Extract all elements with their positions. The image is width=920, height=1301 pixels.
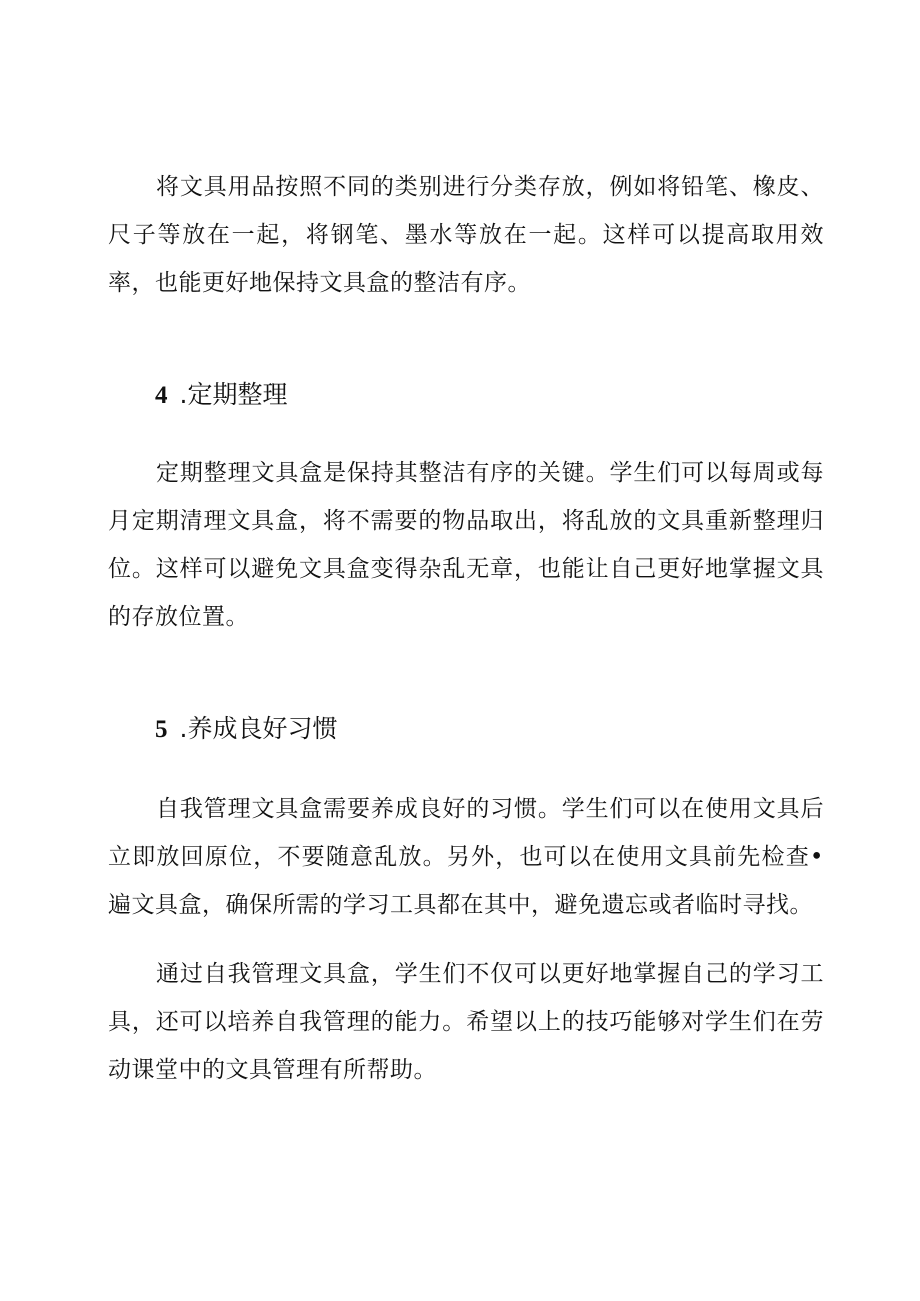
section-number: 4 [155, 382, 168, 409]
paragraph-regular-tidying: 定期整理文具盒是保持其整洁有序的关键。学生们可以每周或每月定期清理文具盒，将不需要的物品取出，将乱放的文具重新整理归位。这样可以避免文具盒变得杂乱无章，也能让自己更好地掌握文具的存放位置。 [108, 460, 824, 630]
paragraph-categorize-storage: 将文具用品按照不同的类别进行分类存放，例如将铅笔、橡皮、尺子等放在一起，将钢笔、墨水等放在一起。这样可以提高取用效率，也能更好地保持文具盒的整洁有序。 [108, 174, 824, 296]
paragraph-conclusion: 通过自我管理文具盒，学生们不仅可以更好地掌握自己的学习工具，还可以培养自我管理的能力。希望以上的技巧能够对学生们在劳动课堂中的文具管理有所帮助。 [108, 961, 824, 1083]
section-heading-4 [155, 375, 287, 416]
section-title: .养成良好习惯 [179, 714, 338, 743]
section-title: .定期整理 [179, 380, 288, 409]
section-number: 5 [155, 716, 168, 743]
paragraph-good-habits: 自我管理文具盒需要养成良好的习惯。学生们可以在使用文具后立即放回原位，不要随意乱放。另外，也可以在使用文具前先检查•遍文具盒，确保所需的学习工具都在其中，避免遗忘或者临时寻找。 [108, 796, 824, 918]
section-heading-5 [155, 709, 337, 750]
